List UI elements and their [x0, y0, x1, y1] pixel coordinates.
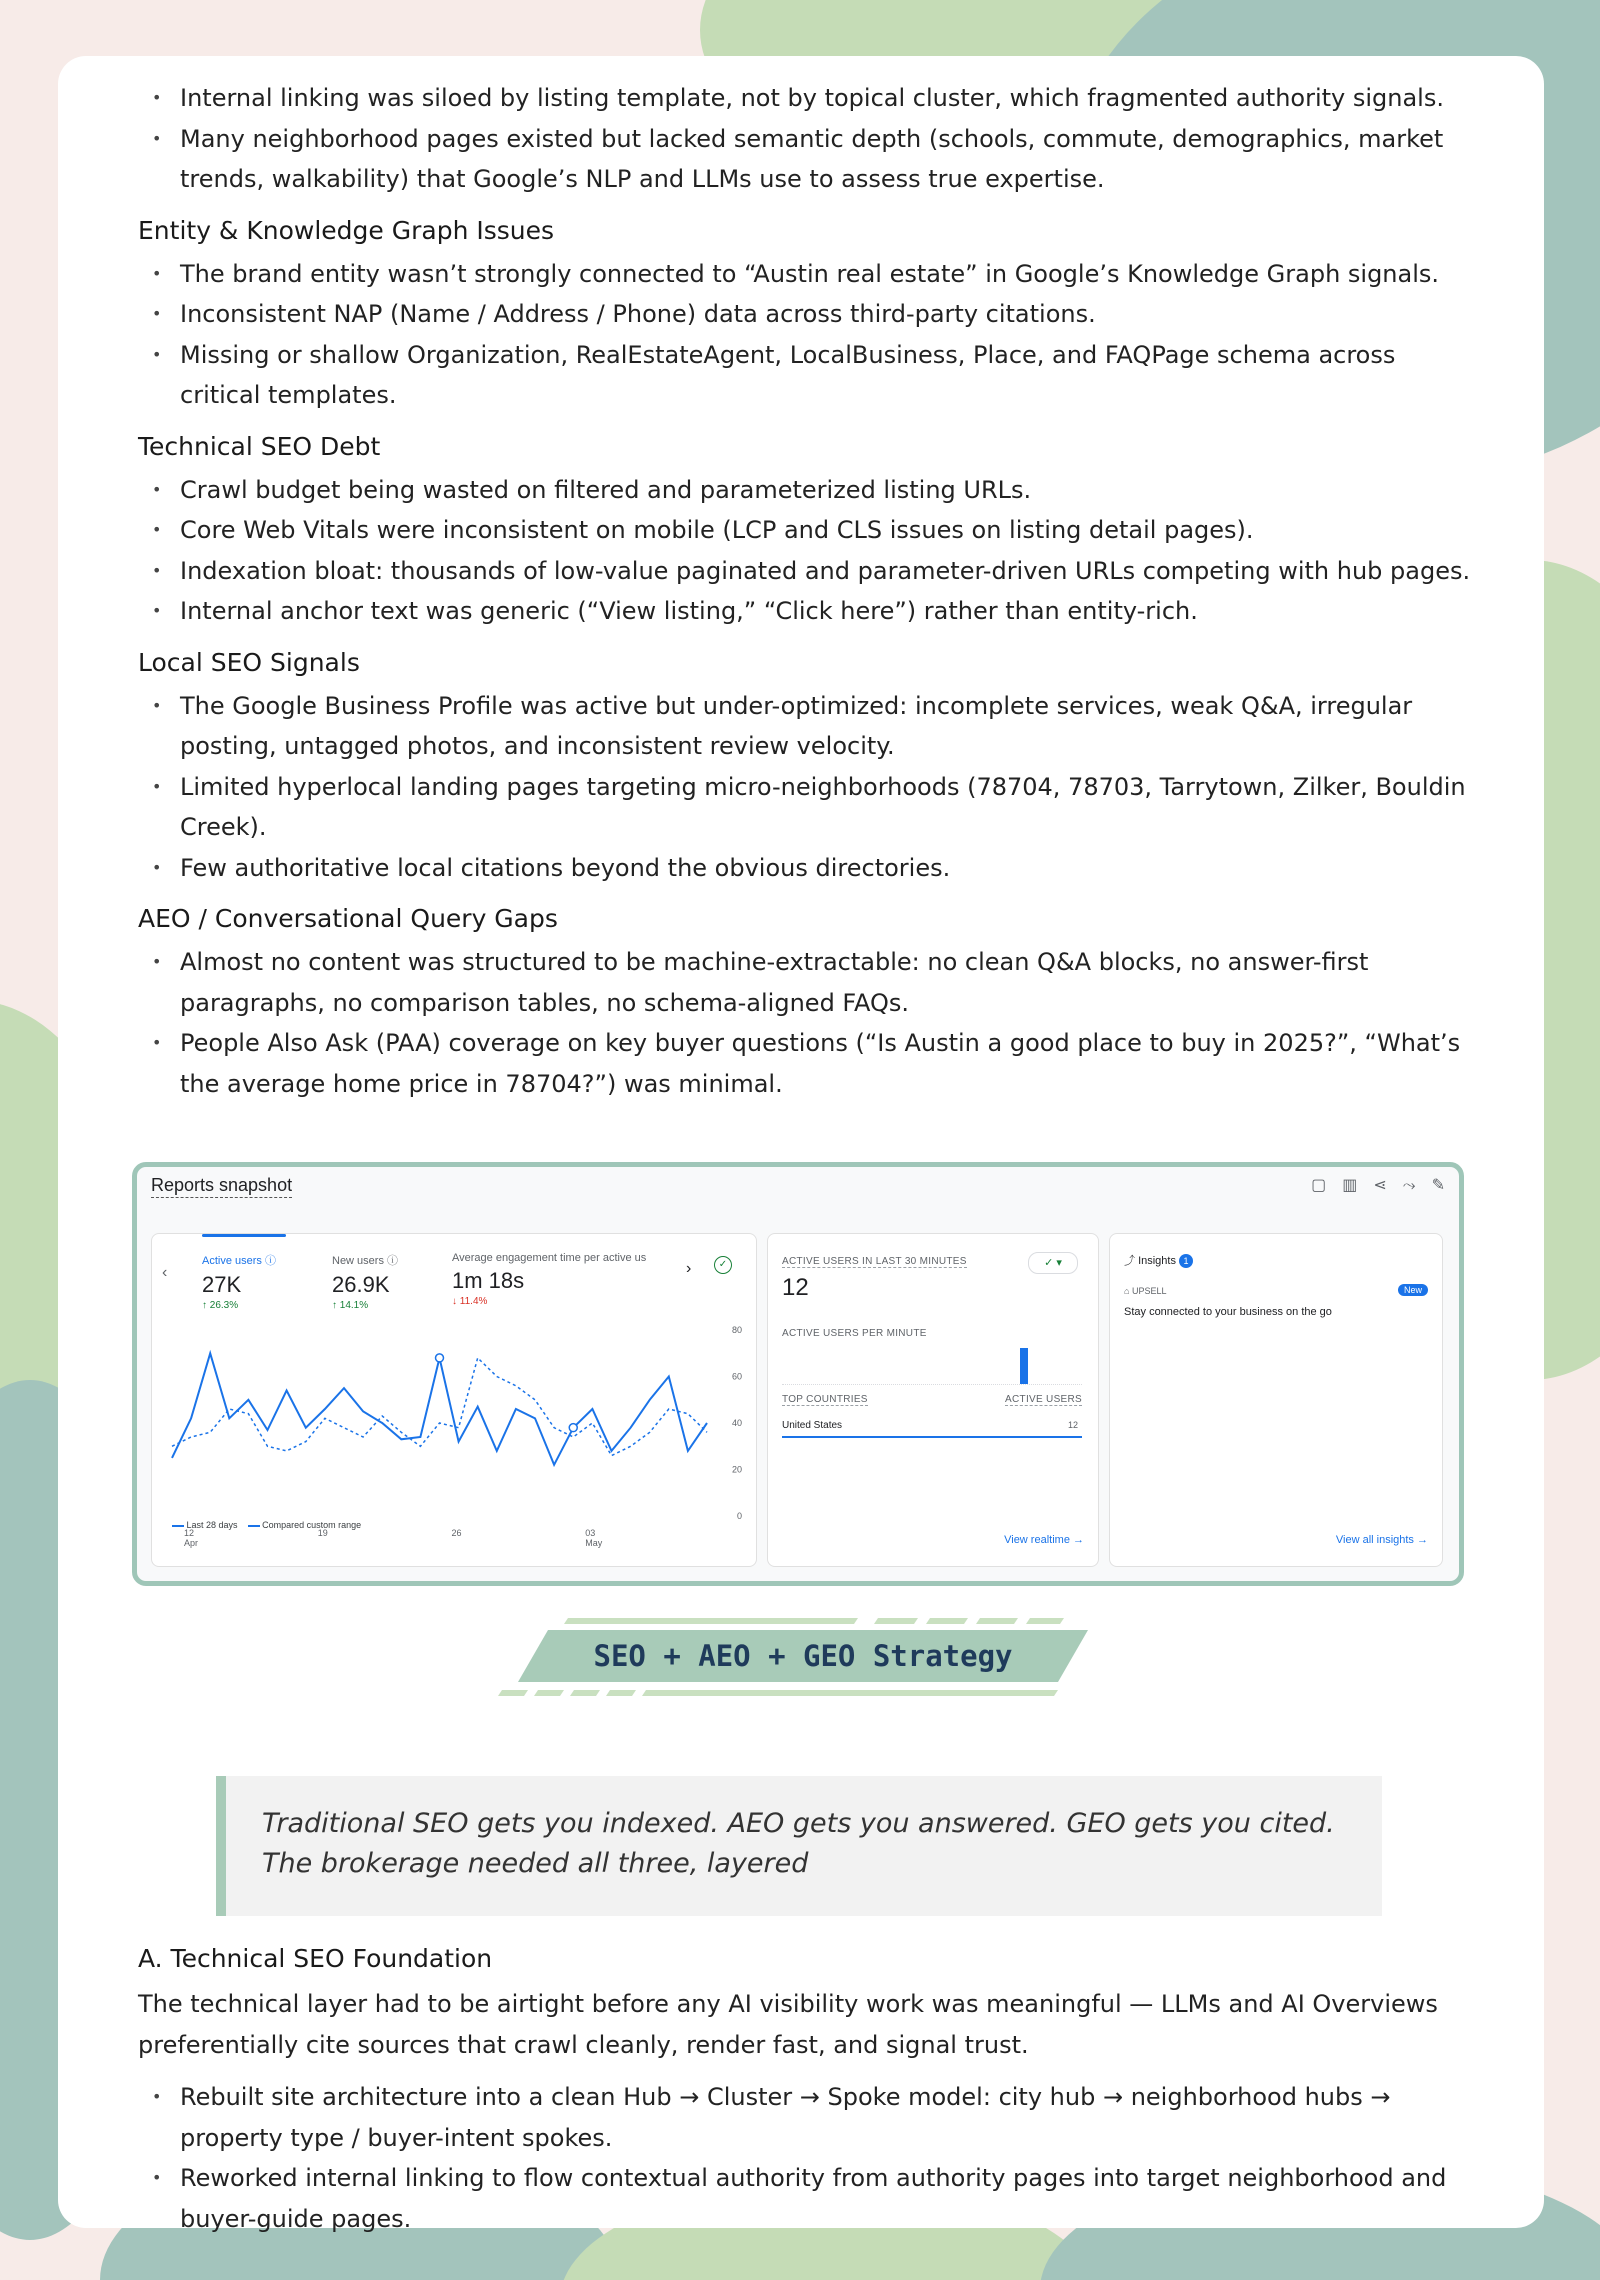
data-point-marker: [436, 1354, 444, 1362]
x-tick-label: Apr: [184, 1538, 199, 1548]
strategy-banner: [498, 1616, 1138, 1708]
metric-new-users[interactable]: New users ⓘ 26.9K ↑ 14.1%: [332, 1255, 399, 1311]
pull-quote: [216, 1776, 1382, 1916]
list-item: • Inconsistent NAP (Name / Address / Phone) data across third-party citations.: [138, 294, 1478, 335]
content-card: [58, 56, 1544, 2233]
y-tick-label: 0: [736, 1511, 742, 1521]
note-icon[interactable]: ▢: [1311, 1175, 1327, 1194]
quote-line: Traditional SEO gets you indexed. AEO gets you answered. GEO gets you cited.: [262, 1808, 1335, 1839]
active-users-col: ACTIVE USERS: [1005, 1394, 1082, 1405]
banner-stripes-top: [564, 1618, 1064, 1624]
status-dropdown[interactable]: ✓ ▾: [1028, 1252, 1078, 1274]
per-minute-label: ACTIVE USERS PER MINUTE: [782, 1328, 927, 1339]
section-heading: Entity & Knowledge Graph Issues: [138, 215, 555, 245]
list-item: • Core Web Vitals were inconsistent on mobile (LCP and CLS issues on listing detail pages).: [138, 510, 1478, 551]
share-icon[interactable]: ⋖: [1373, 1175, 1387, 1194]
divider: [782, 1384, 1082, 1385]
list-item: • Reworked internal linking to flow contextual authority from authority pages into target neighborhood and buyer-guide pages.: [138, 2158, 1478, 2239]
section-technical-debt: [138, 430, 1478, 632]
quote-line: The brokerage needed all three, layered: [262, 1848, 809, 1879]
legend-item: Compared custom range: [248, 1520, 362, 1530]
y-tick-label: 40: [731, 1418, 742, 1428]
series-line-last-28-days: [172, 1353, 707, 1465]
intro-bullets: [138, 78, 1478, 200]
active-tab-indicator: [202, 1234, 286, 1237]
list-item: • Limited hyperlocal landing pages targeting micro-neighborhoods (78704, 78703, Tarrytown, Zilker, Bouldin Creek).: [138, 767, 1478, 848]
x-tick-label: 26: [451, 1528, 462, 1538]
insight-text[interactable]: Stay connected to your business on the go: [1124, 1306, 1332, 1318]
country-value: 12: [1067, 1420, 1078, 1430]
insights-count: 1: [1179, 1254, 1193, 1268]
banner-stripes-bottom: [498, 1690, 1058, 1696]
x-tick-label: 19: [317, 1528, 328, 1538]
metrics-panel: [151, 1233, 757, 1567]
top-countries-label: TOP COUNTRIES: [782, 1394, 868, 1405]
article-body: [138, 78, 1478, 1104]
list-item: • Crawl budget being wasted on filtered and parameterized listing URLs.: [138, 470, 1478, 511]
data-point-marker: [569, 1424, 577, 1432]
chevron-left-icon[interactable]: ‹: [162, 1264, 168, 1281]
view-insights-link[interactable]: View all insights →: [1335, 1534, 1428, 1546]
realtime-value: 12: [782, 1274, 809, 1301]
insights-header: ⤴ Insights 1: [1124, 1252, 1193, 1268]
insights-panel: [1109, 1233, 1443, 1567]
list-item: • Indexation bloat: thousands of low-value paginated and parameter-driven URLs competing with hub pages.: [138, 551, 1478, 592]
list-item: • People Also Ask (PAA) coverage on key buyer questions (“Is Austin a good place to buy in 2025?”, “What’s the average home price in 78704?”) was minimal.: [138, 1023, 1478, 1104]
metric-engagement-time[interactable]: Average engagement time per active us 1m 18s ↓ 11.4%: [452, 1252, 647, 1307]
section-aeo-gaps: [138, 902, 1478, 1104]
section-technical-foundation: [138, 1942, 1478, 2239]
section-heading: AEO / Conversational Query Gaps: [138, 904, 558, 933]
minute-bar: [1020, 1348, 1028, 1384]
section-heading: Local SEO Signals: [138, 647, 360, 677]
chevron-right-icon[interactable]: ›: [686, 1260, 692, 1277]
section-entity: [138, 214, 1478, 416]
x-tick-label: 03: [585, 1528, 596, 1538]
y-tick-label: 80: [731, 1325, 742, 1335]
x-tick-label: May: [585, 1538, 603, 1548]
y-tick-label: 60: [731, 1371, 742, 1382]
trend-icon: ⤴: [1124, 1255, 1135, 1267]
section-heading: Technical SEO Debt: [138, 431, 381, 461]
edit-icon[interactable]: ✎: [1431, 1175, 1445, 1194]
upsell-label: ⌂ UPSELL: [1124, 1286, 1167, 1296]
chart-legend: [172, 1520, 361, 1530]
tag-icon: ⌂: [1124, 1286, 1130, 1296]
banner-title: SEO + AEO + GEO Strategy: [593, 1639, 1013, 1673]
list-item: • The Google Business Profile was active but under-optimized: incomplete services, weak Q&A, irregular posting, untagged photos, and inconsistent review velocity.: [138, 686, 1478, 767]
snapshot-toolbar: [1311, 1175, 1445, 1195]
list-item: • Internal anchor text was generic (“View listing,” “Click here”) rather than entity-rich.: [138, 591, 1478, 632]
y-tick-label: 20: [731, 1464, 742, 1475]
compare-icon[interactable]: ▥: [1342, 1175, 1358, 1194]
list-item: • Missing or shallow Organization, RealEstateAgent, LocalBusiness, Place, and FAQPage schema across critical templates.: [138, 335, 1478, 416]
snapshot-title: Reports snapshot: [151, 1175, 292, 1198]
legend-item: Last 28 days: [172, 1520, 238, 1530]
list-item: • Few authoritative local citations beyond the obvious directories.: [138, 848, 1478, 889]
insights-icon[interactable]: ⤳: [1402, 1175, 1416, 1194]
list-item: • Rebuilt site architecture into a clean Hub → Cluster → Spoke model: city hub → neighborhood hubs → property type / buyer-intent spokes.: [138, 2077, 1478, 2158]
list-item: • Almost no content was structured to be machine-extractable: no clean Q&A blocks, no answer-first paragraphs, no comparison tables, no schema-aligned FAQs.: [138, 942, 1478, 1023]
list-item: • The brand entity wasn’t strongly connected to “Austin real estate” in Google’s Knowledge Graph signals.: [138, 254, 1478, 295]
country-bar: [782, 1436, 1082, 1438]
section-heading: A. Technical SEO Foundation: [138, 1944, 493, 1973]
realtime-panel: [767, 1233, 1099, 1567]
list-item: • Internal linking was siloed by listing template, not by topical cluster, which fragmented authority signals.: [138, 78, 1478, 119]
realtime-title: ACTIVE USERS IN LAST 30 MINUTES: [782, 1256, 967, 1267]
new-badge: New: [1398, 1284, 1428, 1296]
view-realtime-link[interactable]: View realtime →: [1004, 1534, 1084, 1546]
section-local-seo: [138, 646, 1478, 889]
x-tick-label: 12: [184, 1528, 195, 1538]
check-icon: ✓: [714, 1256, 732, 1274]
section-paragraph: The technical layer had to be airtight before any AI visibility work was meaningful — LLMs and AI Overviews preferentially cite sources that crawl cleanly, render fast, and signal trust.: [138, 1990, 1438, 2059]
metric-active-users[interactable]: Active users ⓘ 27K ↑ 26.3%: [202, 1255, 276, 1311]
reports-snapshot-image: [132, 1162, 1464, 1586]
country-name: United States: [782, 1420, 843, 1431]
list-item: • Many neighborhood pages existed but lacked semantic depth (schools, commute, demographics, market trends, walkability) that Google’s NLP and LLMs use to assess true expertise.: [138, 119, 1478, 200]
